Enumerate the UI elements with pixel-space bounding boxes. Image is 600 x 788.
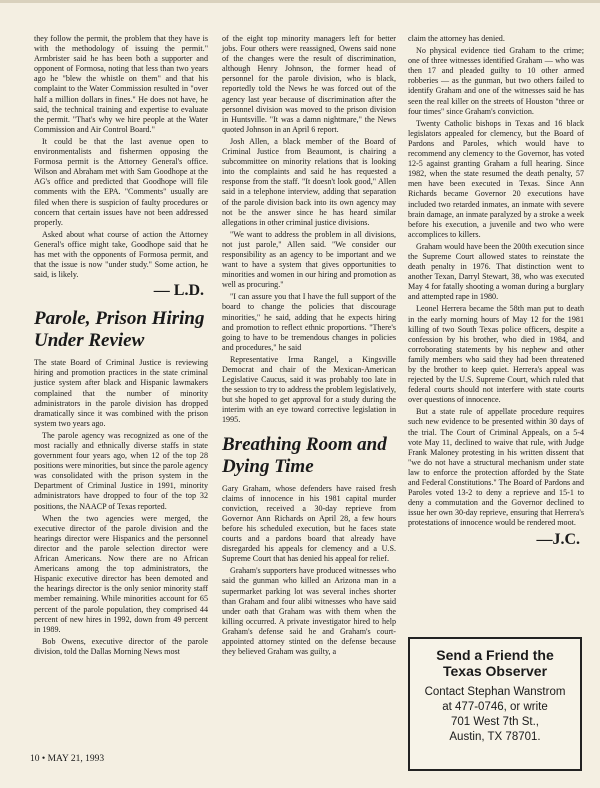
paragraph: Asked about what course of action the Attorney General's office might take, Goodhope said that he has met with the opponents of Formosa permit, and that the issue is now "under study." Some action, he said, is likely. <box>34 229 208 280</box>
ad-line: 701 West 7th St., <box>450 716 539 728</box>
paragraph: claim the attorney has denied. <box>408 34 505 43</box>
subscription-ad-box <box>408 637 582 771</box>
paragraph: "I can assure you that I have the full support of the board to change the policies that discourage minorities," he said, adding that he expects hiring and promotion to reflect ethnic proportions. "There's going to have to be tremendous changes in policies and procedures," he said <box>222 292 396 352</box>
paragraph: Gary Graham, whose defenders have raised fresh claims of innocence in his 1981 capital murder conviction, received a 30-day reprieve from Governor Ann Richards on April 28, a few hours before his scheduled execution, but he faces state courts and a pardons board that already have disregarded his appeals for clemency and a U.S. Supreme Court that has denied his appeal for relief. <box>222 483 396 564</box>
ad-line: at 477-0746, or write <box>442 701 548 713</box>
paragraph: Graham would have been the 200th execution since the Supreme Court allowed states to reinstate the death penalty in 1976. That distinction went to another Texan, Darryl Stewart, 38, who was executed May 4 for fatally shooting a woman during a burglary and attempted rape in 1980. <box>408 241 584 302</box>
paragraph: When the two agencies were merged, the executive director of the parole division and the hearings director were Hispanics and the personnel director and the parole selection director were African Americans. Now there are no African Americans among the top administrators, the Hispanic executive director has been demoted and the hearings director is the only senior minority staff member remaining. While minorities account for 65 percent of the parole population, they comprised 44 percent of new hires in 1992, down from 49 percent in 1989. <box>34 513 208 634</box>
paragraph: of the eight top minority managers left for better jobs. Four others were reassigned, Owens said none of the changes were the result of discrimination, although Henry Johnson, the former head of personnel for the parole division, who is black, reportedly told the News he was forced out of the agency last year because of discrimination after the personnel division was moved to the prison division in Huntsville. "It was a damn nightmare," the News quoted Johnson in an April 6 report. <box>222 34 396 134</box>
ad-line: Austin, TX 78701. <box>449 731 541 743</box>
column-3 <box>408 34 584 549</box>
article-heading: Breathing Room and Dying Time <box>222 433 387 477</box>
paragraph: It could be that the last avenue open to environmentalists and fishermen opposing the Formosa permit is the Attorney General's office. Wilson and Abraham met with Sam Goodhope at the AG's office and predicted that Goodhope will file comments with the EPA. "Comments" usually are filed when there is suspicion of faulty procedures or concern that certain issues have not been addressed properly. <box>34 136 208 227</box>
paragraph: they follow the permit, the problem that they have is with the methodology of issuing the permit." Armbrister said he has been both a supporter and opponent of Formosa, noting that less than two years ago he "blew the whistle on them" and that his complaint to the Water Commission resulted in "over half a million dollars in fines." He does not have, he said, the technical training and expertise to evaluate the permit. "That's why we hire people at the Water Commission and Air Control Board." <box>34 34 208 134</box>
column-2 <box>222 34 396 659</box>
paragraph: Leonel Herrera became the 58th man put to death in the early morning hours of May 12 for the 1981 killing of two South Texas police officers, despite a confession by his brother, who died in 1984, and corroborating statements by his nephew and other family members who said they had been threatened by the brother to keep quiet. Herrera's appeal was rejected by the U.S. Supreme Court, which ruled that federal courts should not interfere with state courts over questions of innocence. <box>408 304 584 405</box>
column-1 <box>34 34 208 659</box>
author-signature: — L.D. <box>153 282 204 300</box>
author-signature: —J.C. <box>536 530 580 548</box>
paragraph: Bob Owens, executive director of the parole division, told the Dallas Morning News most <box>34 636 208 656</box>
paragraph: The parole agency was recognized as one of the most racially and ethnically diverse staffs in state government four years ago, when 12 of the top 28 positions were minorities, but since the parole agency was consolidated with the prison system in the Department of Criminal Justice in 1991, minority administrators have dropped to four of the top 32 positions, the NAACP of Texas reported. <box>34 430 208 511</box>
paragraph: No physical evidence tied Graham to the crime; one of three witnesses identified Graham — who was then 17 and pleaded guilty to 10 other armed robberies — as the gunman, but two others failed to identify Graham and one of the witnesses said he has seen the real killer on the streets of Houston "three or four times" since Graham's conviction. <box>408 46 584 116</box>
ad-headline: Texas Observer <box>442 663 548 679</box>
ad-line: Contact Stephan Wanstrom <box>424 686 566 698</box>
paragraph: But a state rule of appellate procedure requires such new evidence to be presented within 30 days of the trial. The Court of Criminal Appeals, on a 5-4 vote May 11, declined to waive that rule, with Judge Frank Maloney protesting in his written dissent that "we do not have a structural mechanism under state law to enforce the protection afforded by the State and Federal Constitutions." The Board of Pardons and Paroles voted 13-2 to deny a reprieve and 15-1 to deny a commutation and the Governor declined to issue her own 30-day reprieve, ensuring that Herrera's protestations of innocence would be rendered moot. <box>408 407 584 528</box>
paragraph: The state Board of Criminal Justice is reviewing hiring and promotion practices in the state criminal justice system after black and Hispanic lawmakers complained that the number of minority administrators in the parole division has dropped dramatically since it was combined with the prison system two years ago. <box>34 358 208 428</box>
ad-headline: Send a Friend the <box>436 647 554 663</box>
top-edge <box>0 0 600 3</box>
paragraph: Twenty Catholic bishops in Texas and 16 black legislators appealed for clemency, but the Board of Pardons and Paroles, which would have to recommend any clemency to the Governor, has voted 12-5 against granting Graham a full hearing. Since 1982, when the state resumed the death penalty, 57 men have been executed in Texas. Since Ann Richards became Governor 20 executions have included two retarded inmates, an inmate with severe brain damage, an inmate paralyzed by a stroke a week before his execution, a juvenile and two who were accomplices to killers. <box>408 118 584 239</box>
article-heading: Parole, Prison Hiring Under Review <box>34 308 205 352</box>
page-footer: 10 • MAY 21, 1993 <box>30 754 105 764</box>
paragraph: "We want to address the problem in all divisions, not just parole," Allen said. "We consider our responsibility as an agency to be important and we want to have a system that gives opportunities to minorities and women in our hiring and promotion as well as procuring." <box>222 229 396 290</box>
paragraph: Representative Irma Rangel, a Kingsville Democrat and chair of the Mexican-American Legislative Caucus, said it was probably too late in the session to try to address the problem legislatively, but she hoped to get approval for a study during the interim with an eye toward corrective legislation in 1995. <box>222 354 396 425</box>
paragraph: Josh Allen, a black member of the Board of Criminal Justice from Beaumont, is chairing a subcommittee on minority relations that is looking into the complaints and said he has requested a response from the staff. "It doesn't look good," Allen said in a telephone interview, adding that separation of the parole division back into its own agency may not be the answer since he has heard similar allegations in other criminal justice divisions. <box>222 136 396 227</box>
paragraph: Graham's supporters have produced witnesses who said the gunman who killed an Arizona man in a supermarket parking lot was several inches shorter than Graham and four alibi witnesses who have said under oath that Graham was with them when the killing occurred. A private investigator hired to help Graham's defense said he and Graham's court-appointed attorney stinted on the defense because they believed Graham was guilty, a <box>222 566 396 657</box>
